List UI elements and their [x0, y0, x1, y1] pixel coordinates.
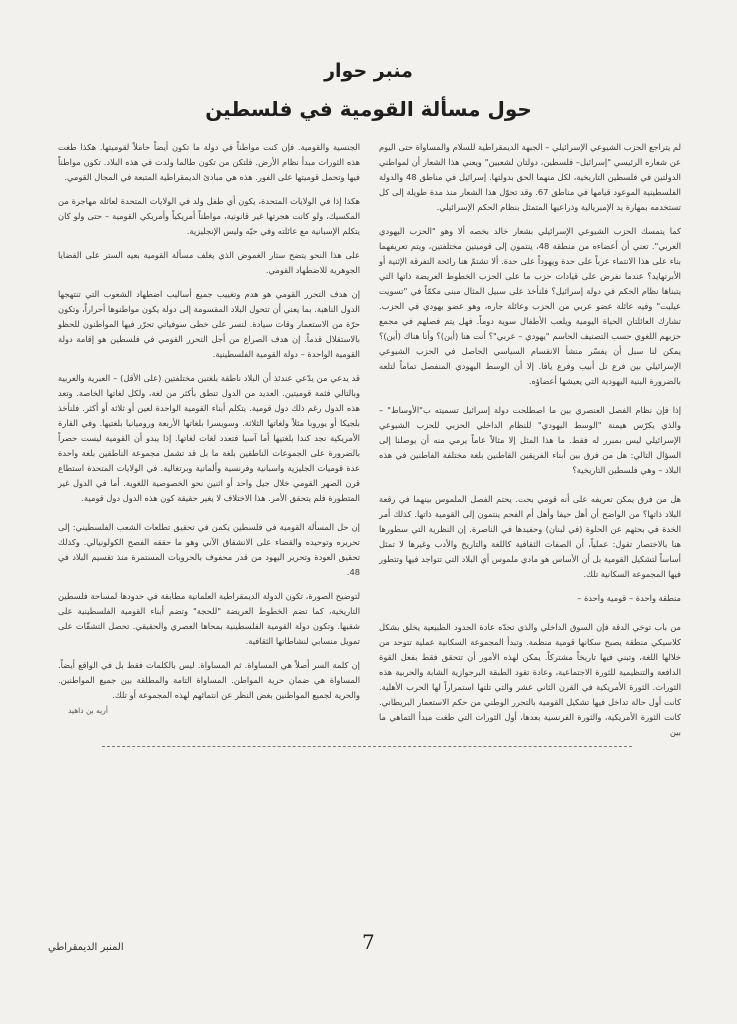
paragraph: قد يدعي من يدّعي عندئذ أن البلاد ناطقة بلغتين مختلفتين (على الأقل) – العبرية والعربية وبالتالي فثمة قوميتين. العديد من الدول تنطق بأكثر من لغة، ولكل لغاتها الخاصة. وتعد هذه الدول رغم ذلك دول قومية. يتكلم أبناء القومية الواحدة لعين أو ثلاثة أو أكثر. فلنأخذ بلجيكا أو يوروبا مثلاً ولغاتها الثلاثة. وسويسرا بلغاتها الأربعة وروميانيا بلغتيها. وفي القارة الأمريكية نجد كندا بلغتيها أما آسيا فتعدد لغات لغاتها. إذا يبدو أن القومية ليست حصراً بالضرورة على الجموعات الناطقين بلغة ما بل قد تشمل مجموعة الناطقين بلغة واحدة عدة قوميات الجليزية واسبانية وفرنسية وألمانية وبرتغالية. في الولايات المتحدة استطاع قرن الصهر القومي خلال جيل واحد أو اثنين نحو الخصوصية اللغوية. أما في الدول غير المتطورة فلم يتحقق الأمر. هذا الاختلاف لا يغير حقيقة كون هذه الدول دول قومية. [58, 373, 360, 503]
paragraph: إن هدف التحرر القومي هو هدم وتغييب جميع أساليب اضطهاد الشعوب التي تنتهجها الدول الناهبة. بما يعني أن تتحول البلاد المقسومة إلى دولة يكون مواطنوها أحراراً، وتكون حرّة من الاستعمار وقات سيادة. لنسر على خطى سوفياتي تحرّر فيها المواطنون للحظو بالاستقلال قدماً. إن هدف الصراع من أجل التحرر القومي في فلسطين هو إقامة دولة القومية الواحدة – دولة القومية الفلسطينية. [58, 289, 360, 359]
paragraph: لم يتراجع الحزب الشيوعي الإسرائيلي – الجبهة الديمقراطية للسلام والمساواة حتى اليوم عن شعاره الرئيسي "إسرائيل– فلسطين، دولتان لشعبين" ويعني هذا الشعار أن لمواطني الدولتين في فلسطين التاريخية، لكل منهما الحق بدولتها. إسرائيل في مناطق 48 والدولة الفلسطينية الموعود قيامها في مناطق 67. وقد تحوّل هذا الشعار منذ مدة طويلة إلى كل تستخدمه بمهارة يد الإمبريالية وذراعيها المتمثل بنظام الحكم الإسرائيلي. [379, 142, 681, 212]
author-signature: أريه بن داهيد [68, 706, 108, 715]
paragraph: إن حل المسألة القومية في فلسطين يكمن في تحقيق تطلعات الشعب الفلسطيني: إلى تحريره وتوحيده والقضاء على الانشقاق الآني وهو ما حققه الفصح الكولونيالي. وكذلك تحقيق العودة وتحرير اليهود من قدر محفوف بالحروبات المستمرة منذ تقسيم البلاد في 48. [58, 522, 360, 577]
paragraph: هكذا إذا في الولايات المتحدة، يكون أي طفل ولد في الولايات المتحدة لعائلة مهاجرة من المكسيك، ولو كانت هجرتها غير قانونية، مواطناً أمريكياً وأمريكي القومية – حتى ولو كان يتكلم الإسبانية مع عائلته وفي حيّه وليس الإنجليزية. [58, 196, 360, 236]
paragraph: كما يتمسك الحزب الشيوعي الإسرائيلي بشعار خالد بخصه ألا وهو "الحزب اليهودي العربي". تعني أن أعضاءه من منطقة 48، ينتمون إلى قوميتين مختلفتين، ويتم تعريفهما بناء على هذا الانتماء عرباً على حدة ويهوداً على حدة. ألا تشتمّ هنا رائحة التفرقة الإثنية أو الأبرتهايد؟ عندما نفرض على قيادات حزب ما على الحزب الخطوط العريضة ذاتها التي يتبناها نظام الحكم في دولة إسرائيل؟ فلنأخذ على سبيل المثال مبنى مكمّاً في "تسويت عيليت" وفيه عائلة عضو عربي من الحزب وعائلة جاره، وهو عضو يهودي في الحزب. تشارك العائلتان الحياة اليومية ويلعب الأطفال سوية دوماً. فهل يتم فصلهم في مجمع حزبهم اللغوي حسب التصنيف الحاسم "يهودي – عربي"؟ أنت هنا (أين)؟ وأنا هناك (أين)؟ يمكن لنا سبل أن يفسّر منشأ الانقسام السياسي الحاصل في الحزب الشيوعي الإسرائيلي بين فرع تل أبيب وفرع يافا. إلا أن الوسط اليهودي المنفصل تماماً لتلعه بالضرورة البنية اليهودية التي يعيشها أعضاؤه. [379, 226, 681, 386]
page-number: 7 [362, 930, 375, 954]
paragraph: إذا فإن نظام الفصل العنصري بين ما اصطلحت دولة إسرائيل تسميته ب"الأوساط" – والذي يكرّس هيمنة "الوسط اليهودي" للنظام الداخلي الحزبي للحزب الشيوعي الإسرائيلي ليس بمبرر له فقط. ما هذا المثل إلا مثالاً عاماً يرمي منه أن يوصلنا إلى السؤال التالي: هل من فرق بين أبناء الفريقين القاطنين بلغة مختلفة الفاطنين في هذه البلاد – وهي فلسطين التاريخية؟ [379, 405, 681, 475]
article-header [0, 58, 737, 124]
paragraph: الجنسية والقومية. فإن كنت مواطناً في دولة ما تكون أيضاً حاملاً لقوميتها. هكذا طغت هذه الثورات مبدأ نظام الأرض. فلتكن من تكون طالما ولدت في هذه البلاد. تكون مواطناً فيها وتحمل قوميتها على الفور. هذه هي مبادئ الديمقراطية المتبعة في المجال القومي. [58, 142, 360, 182]
dashed-divider [102, 746, 632, 747]
left-column [58, 140, 360, 712]
right-column [379, 140, 681, 749]
magazine-name: المنبر الديمقراطي [48, 942, 124, 953]
paragraph-heading: منطقة واحدة – قومية واحدة – [577, 593, 681, 603]
paragraph: من باب توخي الدقة فإن السوق الداخلي والذي تحدّه عادة الحدود الطبيعية يخلق بشكل كلاسيكي منطقة يصبح سكانها قومية منظمة. وتبدأ المجموعة السكانية عملية تتوحد من خلالها اللغة، وتبني فيها تاريخاً مشتركاً. يمكن لهذه الأمور أن تتحقق فقط بفعل القوة الدافعة والتنظيمية للثورة الاجتماعية، وعادة تقود الطبقة البرجوازية الشابة والحربية هذه الثورات. الثورة الأمريكية في القرن الثاني عشر والتي تلتها استمراراً لها الحرب الأهلية. كانت أول حالة تداخل فيها تشكيل القومية بالتحرر الوطني من حكم الاستعمار البريطاني. كانت الثورة الأمريكية، والثورة الفرنسية بعدها، أول الثورات التي طغت مبدأ التماهي ما بين [379, 622, 681, 737]
paragraph: على هذا النحو يتضح ستار الغموض الذي يغلف مسألة القومية بعيه الستر على القضايا الجوهرية للاضطهاد القومي. [58, 250, 360, 275]
paragraph: لتوضيح الصورة، تكون الدولة الديمقراطية العلمانية مطابقة في حدودها لمساحة فلسطين التاريخية، كما تضم الخطوط العريضة "للحجة" وتضم أبناء القومية الفلسطينية على شقيها. وتكون دولة القومية الفلسطينية بمحاها العصري والحقيقي. تحصل التشقّات على تمويل منسابي لنشاطاتها الثقافية. [58, 591, 360, 646]
paragraph: إن كلمة السر أصلاً هي المساواة. ثم المساواة. ليس بالكلمات فقط بل في الواقع أيضاً. المساواة هي ضمان حرية المواطن. المساواة التامة والمطلقة بين جميع المواطنين. والحرية لجميع المواطنين بغض النظر عن انتمائهم لهذه المجموعة أو تلك. [58, 660, 360, 700]
section-title: منبر حوار [324, 60, 413, 82]
paragraph: هل من فرق يمكن تعريفه على أنه قومي بحت. يحتم الفصل الملموس بينهما في رقعة البلاد ذاتها؟ من الواضح أن أهل حيفا وأهل أم الفحم ينتمون إلى القومية ذاتها. كذلك أمر الخدة في بحثهم عن الحلوة (في لبنان) وحفيدها في الناصرة. إن النظرية التي سطورها هنا بالاختصار تقول: عملياً، أن الصفات الثقافية كاللغة والتاريخ والأدب وغيرها لا تمثل أساساً لتشكيل القومية بل أن الأساس هو مادي ملموس أي البلاد التي تتواجد فيها وتتطور فيها المجموعة السكانية تلك. [379, 494, 681, 579]
article-title: حول مسألة القومية في فلسطين [205, 97, 532, 121]
